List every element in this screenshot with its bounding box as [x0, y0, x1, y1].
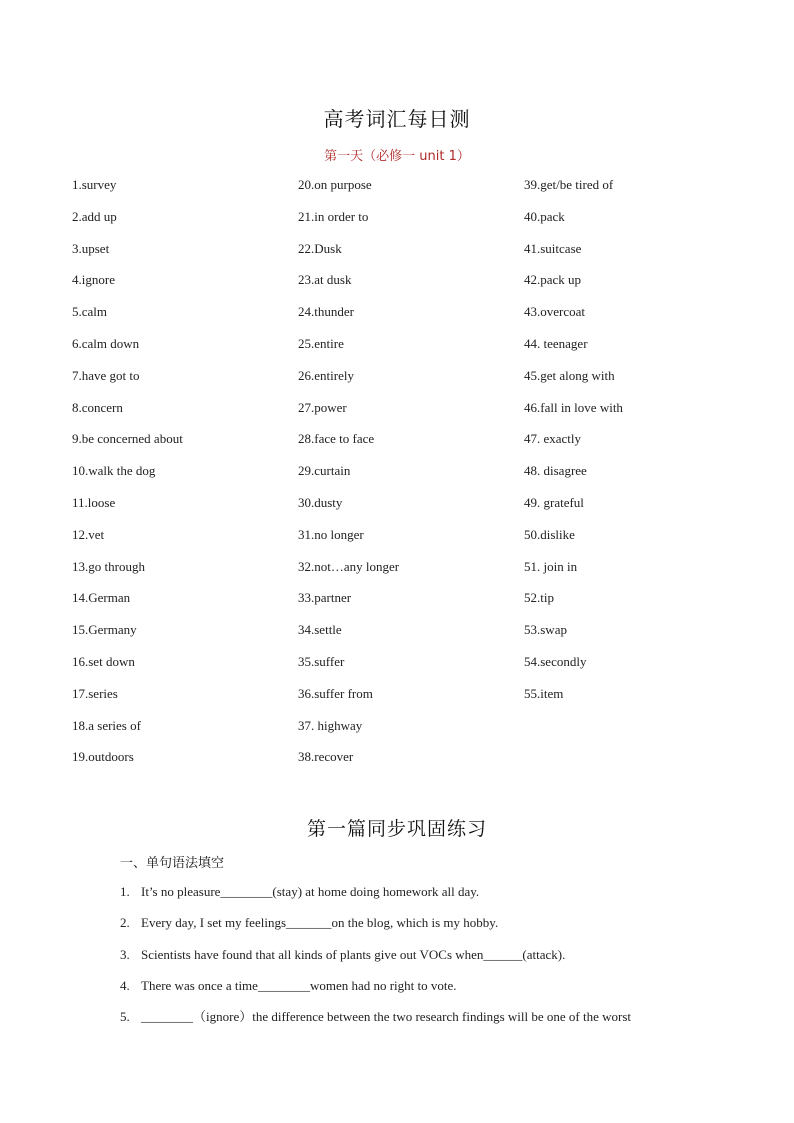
vocab-item: 1.survey: [72, 177, 117, 192]
page-title: 高考词汇每日测: [323, 107, 471, 131]
question-text: Every day, I set my feelings_______on the blog, which is my hobby.: [141, 915, 499, 931]
vocab-column-3: [524, 176, 623, 717]
question-item: [120, 914, 720, 945]
part-title: 一、单句语法填空: [120, 856, 225, 871]
vocab-item: 44. teenager: [524, 335, 588, 351]
vocab-item: 17.series: [72, 685, 118, 701]
vocab-item: 23.at dusk: [298, 272, 352, 288]
vocab-item: 10.walk the dog: [72, 463, 156, 479]
vocab-item: 24.thunder: [298, 304, 354, 320]
vocab-item: 21.in order to: [298, 208, 369, 224]
vocab-item: 27.power: [298, 399, 347, 415]
vocab-item: 20.on purpose: [298, 177, 372, 192]
question-item: [120, 1008, 720, 1039]
vocab-item: 33.partner: [298, 590, 352, 606]
vocab-item: 37. highway: [298, 717, 363, 733]
vocab-item: 16.set down: [72, 653, 135, 669]
vocab-item: 50.dislike: [524, 526, 575, 542]
vocab-item: 28.face to face: [298, 431, 375, 447]
question-text: ________（ignore）the difference between the two research findings will be one of the worst: [141, 1009, 632, 1025]
vocab-item: 30.dusty: [298, 494, 343, 510]
vocab-item: 6.calm down: [72, 335, 140, 351]
vocab-item: 26.entirely: [298, 367, 354, 383]
vocab-item: 38.recover: [298, 749, 354, 765]
vocab-item: 5.calm: [72, 304, 108, 320]
vocab-item: 25.entire: [298, 335, 344, 351]
vocab-item: 43.overcoat: [524, 304, 586, 320]
vocab-item: 32.not…any longer: [298, 558, 400, 574]
question-number: 5.: [120, 1009, 130, 1025]
vocab-item: 46.fall in love with: [524, 399, 623, 415]
page-subtitle: 第一天（必修一 unit 1）: [324, 149, 470, 164]
vocab-item: 41.suitcase: [524, 240, 582, 256]
question-number: 1.: [120, 884, 130, 899]
vocab-item: 49. grateful: [524, 494, 584, 510]
vocab-item: 52.tip: [524, 590, 554, 606]
vocab-item: 4.ignore: [72, 272, 115, 288]
vocab-item: 55.item: [524, 685, 564, 701]
question-number: 2.: [120, 915, 130, 931]
vocab-item: 42.pack up: [524, 272, 582, 288]
question-number: 3.: [120, 946, 130, 962]
vocab-column-1: [72, 176, 183, 780]
vocab-item: 53.swap: [524, 622, 567, 638]
vocab-item: 48. disagree: [524, 463, 587, 479]
vocab-item: 36.suffer from: [298, 685, 373, 701]
vocab-item: 19.outdoors: [72, 749, 134, 765]
vocab-item: 13.go through: [72, 558, 145, 574]
vocab-item: 35.suffer: [298, 653, 345, 669]
vocab-item: 2.add up: [72, 208, 117, 224]
vocab-item: 34.settle: [298, 622, 342, 638]
vocab-item: 3.upset: [72, 240, 110, 256]
question-list: [120, 883, 720, 1039]
vocab-item: 31.no longer: [298, 526, 364, 542]
vocab-item: 39.get/be tired of: [524, 177, 614, 192]
vocab-item: 14.German: [72, 590, 131, 606]
vocab-item: 9.be concerned about: [72, 431, 183, 447]
vocab-item: 7.have got to: [72, 367, 140, 383]
vocab-column-2: [298, 176, 399, 780]
vocab-item: 47. exactly: [524, 431, 582, 447]
question-number: 4.: [120, 977, 130, 993]
vocab-item: 12.vet: [72, 526, 105, 542]
question-item: [120, 883, 720, 914]
vocab-item: 18.a series of: [72, 717, 141, 733]
vocab-item: 22.Dusk: [298, 240, 342, 256]
vocab-item: 45.get along with: [524, 367, 615, 383]
vocab-item: 51. join in: [524, 558, 578, 574]
question-text: It’s no pleasure________(stay) at home doing homework all day.: [141, 884, 480, 899]
vocab-item: 15.Germany: [72, 622, 137, 638]
vocab-item: 29.curtain: [298, 463, 351, 479]
section-title: 第一篇同步巩固练习: [306, 818, 487, 840]
question-item: [120, 977, 720, 1008]
vocab-item: 8.concern: [72, 399, 123, 415]
vocab-item: 40.pack: [524, 208, 565, 224]
question-text: Scientists have found that all kinds of plants give out VOCs when______(attack).: [141, 946, 566, 962]
question-text: There was once a time________women had no right to vote.: [141, 977, 457, 993]
vocab-item: 11.loose: [72, 494, 116, 510]
vocab-item: 54.secondly: [524, 653, 587, 669]
question-item: [120, 946, 720, 977]
